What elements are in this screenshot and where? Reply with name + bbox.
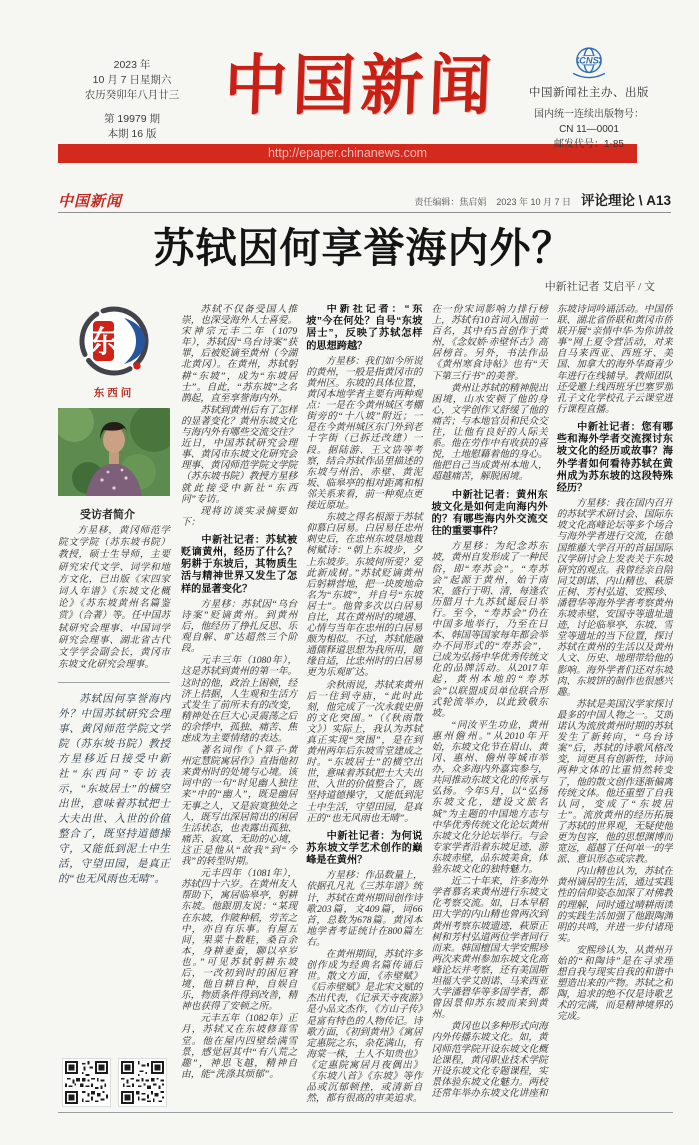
article-paragraph: 东坡之得名根源于苏轼仰慕白居易。白居易任忠州刺史后，在忠州东坡垦地栽树赋诗：“朝上东坡步，夕上东坡步。东坡何所爱？爱此新成树。”苏轼贬谪黄州后躬耕营地，把一块废地命名为“东坡”，并自号“东坡居士”。他曾多次以白居易自比，其在黄州时的境遇、心情与当年在忠州的白居易颇为相似。不过，苏轼能融通儒释道思想为我所用，随缘自适，比忠州时的白居易更为乐观旷达。 [306, 512, 423, 679]
article-columns [181, 304, 673, 1110]
issn-label: 国内统一连续出版物号： [534, 109, 644, 120]
sidebar-divider [58, 682, 170, 683]
article-paragraph: 在黄州期间，苏轼许多创作成为经典名篇传诵后世。散文方面，《赤壁赋》《后赤壁赋》是北宋文赋的杰出代表，《记承天寺夜游》是小品文杰作，《方山子传》是富有特色的人物传记。诗歌方面，《初到黄州》《寓居定惠院之东，杂花满山，有海棠一株，土人不知贵也》《定惠院寓居月夜偶出》《东坡八首》《东坡》等作品或沉郁顿挫，或清新自然，都有很高的审美追求。在一份宋词影响力排行榜上，苏轼有10首词入围前一百名，其中有5首创作于黄州，《念奴娇·赤壁怀古》高居榜首。另外，书法作品《黄州寒食诗帖》也有“天下第三行书”的美誉。 [306, 304, 548, 1105]
article-paragraph: 方星移：我在国内召开的苏轼学术研讨会、国际东坡文化高峰论坛等多个场合与海外学者进行交流，在德国维藤大学召开的首届国际汉学研讨会上发表关于东坡研究的观点。我曾经亲自陪同艾朗诺、内山精也、萩原正树、芳村弘道、安熙珍、潘碧华等海外学者考察黄州东坡赤壁、安国寺等遗址遗迹，讨论临皋亭、东坡、雪堂等遗址的当下位置，探讨苏轼在黄州的生活以及黄州人文、历史、地理带给他的影响。海外学者们还对东坡肉、东坡饼的制作也很感兴趣。 [556, 498, 673, 698]
cns-globe-icon [561, 44, 617, 84]
article-byline: 中新社记者 艾启平 / 文 [544, 281, 655, 293]
interviewee-photo [58, 408, 170, 496]
article-paragraph: “问汝平生功业，黄州惠州儋州。”从2010年开始，东坡文化节在眉山、黄冈、惠州、儋州等城市举办，众多海内外嘉宾参与，共同推动东坡文化的传承与弘扬。今年5月，以“弘扬东坡文化，建设文旅名城”为主题的中国地方志与中华优秀传统文化论坛黄州东坡文化分论坛举行。与会专家学者沿着东坡足迹，游东坡赤壁，品东坡美食，体验东坡文化的独特魅力。 [431, 719, 548, 876]
article-paragraph: 方星移：作品数量上，依据孔凡礼《三苏年谱》统计，苏轼在黄州期间创作诗歌203篇，文409篇，词66首，总数为678篇。黄冈本地学者考证统计在800篇左右。 [306, 870, 423, 948]
article-paragraph: 方星移：为纪念苏东坡，黄州自发形成了一种民俗，即“寿苏会”。“寿苏会”起源于黄州，始于南宋，盛行于明、清，每逢农历腊月十九苏轼诞辰日举行。至今，“寿苏会”仍在中国多地举行，乃至在日本、韩国等国家每年都会举办不同形式的“寿苏会”，已成为弘扬中华优秀传统文化的品牌活动。从2017年起，黄州本地的“寿苏会”以联盟成员单位联合形式轮流举办，以此致敬东坡。 [431, 541, 548, 719]
article-paragraph: 元丰五年（1082年）正月，苏轼又在东坡修葺雪堂。他在屋内四壁绘满雪景，感觉居其中“有八荒之趣”，神思飞越，精神自由，能“洗涤其烦郁”。 [181, 1013, 298, 1080]
article-paragraph: 黄州让苏轼的精神脱出困境，山水安顿了他的身心，文学创作又舒缓了他的痛苦；与本地官员和民众交往，让他有良好的人际关系。他在劳作中有收获的喜悦，土地慰藉着他的身心。他把自己当成黄州本地人，超越痛苦，解脱困境。 [431, 382, 548, 483]
article-paragraph: 方星移：我们如今所说的黄州，一般是指黄冈市的黄州区。东坡的具体位置，黄冈本地学者主要有两种观点：一是在今黄州城区考棚街旁的“十八坡”附近；一是在今黄州城区东门外到老十字街（已拆迁改建）一段。据陆游、王文诰等考察，结合苏轼作品里描述的东坡与州治、赤壁、黄泥坂、临皋亭的相对距离和相邻关系来看，前一种观点更接近原址。 [306, 355, 423, 512]
sidebar [58, 304, 170, 1110]
badge-east-char: 东 [89, 326, 119, 359]
article-paragraph: 方星移：苏轼因“乌台诗案”贬谪黄州。到黄州后，他经历了挣扎反思、乐观自解、旷达超然三个阶段。 [181, 598, 298, 655]
badge-caption: 东西问 [93, 388, 135, 399]
qr-row [58, 1059, 170, 1110]
article-paragraph: 余秋雨说，苏轼来黄州后一住到寺庙，“此时此刻，他完成了一次永载史册的文化突围。”（《秋雨散文》）实际上，我认为苏轼真正实现“突围”，是在到黄州两年后东坡雪堂建成之时。“东坡居士”的横空出世，意味着苏轼把士大夫出世、入世的价值整合了，既坚持道德操守，又能低到泥土中生活，守望田园，是真正的“也无风雨也无晴”。 [306, 679, 423, 824]
publisher-line: 中国新闻社主办、出版 [529, 87, 649, 99]
page-bottom-rule [58, 1112, 673, 1113]
article-paragraph: 安熙珍认为，从黄州开始的“和陶诗”是在寻求理想自我与现实自我的和谐中塑造出来的产物。苏轼之和陶，追求的绝不仅是诗歌艺术的完满，而是精神境界的完成。 [556, 944, 673, 1023]
date-line: 农历癸卯年八月廿三 [84, 89, 180, 101]
responsible-editor: 责任编辑：焦启娟 [414, 197, 487, 207]
article-paragraph: 元丰四年（1081年），苏轼四十六岁。在黄州友人帮助下，寓居临皋亭，躬耕东坡。他跟朋友说：“某现在东坡，作陂种稻，劳苦之中，亦自有乐事。有屋五间，果菜十数畦，桑百余本，身耕妻蚕，聊以卒岁也。”可见苏轼躬耕东坡后，一改初到时的困厄窘境，他自耕自种，自娱自乐，物质条件得到改善，精神也获得了安顿之所。 [181, 868, 298, 1013]
date-line: 2023 年 [113, 59, 151, 71]
section-label: 评论理论 \ A13 [580, 193, 671, 208]
article-paragraph: 中新社记者：为何说苏东坡文学艺术创作的巅峰是在黄州？ [306, 830, 423, 867]
issue-pages: 本期 16 版 [107, 128, 157, 140]
profile-title: 受访者简介 [80, 509, 135, 521]
article-paragraph: 苏轼到黄州后有了怎样的显著变化？黄州东坡文化与海内外有哪些交流交往？近日，中国苏轼研究会理事、黄冈市东坡文化研究会理事、黄冈师范学院文学院（苏东坡书院）教授方星移就此接受中新社“东西问”专访。 [181, 404, 298, 505]
issue-number: 第 19979 期 [103, 113, 161, 125]
section-bar [58, 187, 671, 213]
article-paragraph: 中新社记者：“东坡”今在何处？自号“东坡居士”，反映了苏轼怎样的思想跨越？ [306, 304, 423, 352]
article-paragraph: 苏轼不仅备受国人推崇，也深受海外人士喜爱。宋神宗元丰二年（1079年），苏轼因“乌台诗案”获罪，后被贬谪至黄州（今湖北黄冈）。在黄州，苏轼躬耕“东坡”，成为“东坡居士”。自此，“苏东坡”之名鹊起，直至享誉海内外。 [181, 304, 298, 404]
article-paragraph: 著名词作《卜算子·黄州定慧院寓居作》直指他初来黄州时的处境与心境。该词中的一句“时见幽人独往来”中的“幽人”，既是幽居无事之人，又是寂寞独处之人，既写出深居简出的闲居生活状态，也表露出孤独、痛苦、寂寞、无助的心境，这正是他从“故我”到“今我”的转型时期。 [181, 745, 298, 868]
qr-code-icon [119, 1059, 166, 1106]
article-paragraph: 中新社记者：您有哪些和海外学者交流探讨东坡文化的经历或故事？海外学者如何看待苏轼在黄州成为苏东坡的这段特殊经历？ [556, 421, 673, 494]
postal-code: 邮发代号：1-85 [553, 139, 624, 150]
publisher-block [513, 44, 665, 152]
cns-logo-text: CNS [579, 55, 599, 66]
section-date: 2023 年 10 月 7 日 [496, 197, 571, 207]
dongxiwen-badge [58, 304, 170, 400]
article-paragraph: 内山精也认为，苏轼在黄州谪居的生活，通过实践性的信仰姿态加深了对佛教的理解，同时通过晴耕雨读的实践生活加强了他跟陶渊明的共鸣，并进一步付诸现实。 [556, 866, 673, 944]
masthead [0, 0, 699, 150]
article-paragraph: 苏轼是美国汉学家探讨最多的中国人物之一。艾朗诺认为流放黄州时期的苏轼发生了新转向，“乌台诗案”后，苏轼的诗歌风格改变，词更具有创新性，诗词两种文体的比重悄然转变了，他的散文创作逐渐偏离传统文体。他还重塑了自我认同，变成了“东坡居士”。流放黄州的经历拓展了苏轼的世界观，无疑使他更为包容，他的思想渊博而宽远，超越了任何单一的学派、意识形态或宗教。 [556, 698, 673, 866]
article-paragraph: 中新社记者：黄州东坡文化是如何走向海内外的？有哪些海内外交流交往的重要事件？ [431, 489, 548, 538]
date-line: 10 月 7 日星期六 [92, 74, 172, 86]
masthead-title: 中国新闻 [223, 49, 498, 123]
article-headline: 苏轼因何享誉海内外？ [153, 225, 574, 271]
article-paragraph: 近二十年来，许多海外学者慕名来黄州进行东坡文化考察交流。如，日本早稻田大学的内山精也曾两次到黄州考察东坡遗迹，萩原正树和芳村弘道两位学者同行而来。韩国檀国大学安熙珍两次来黄州参加东坡文化高峰论坛并考察，还有美国斯坦福大学艾朗诺、马来西亚大学潘碧华等多国学者，都曾因景仰苏东坡而来到黄州。 [431, 876, 548, 1021]
epaper-url-bar: http://epaper.chinanews.com [58, 144, 637, 163]
article-paragraph: 元丰三年（1080年），这是苏轼到黄州的第一年。这时的他，政治上困顿，经济上拮据，人生观和生活方式发生了前所未有的改变，精神处在巨大心灵震荡之后的余悸中，孤独、痛苦、焦虑成为主要情绪的表达。 [181, 655, 298, 745]
issn-number: CN 11—0001 [559, 124, 619, 135]
article-paragraph: 中新社记者：苏轼被贬谪黄州，经历了什么？躬耕于东坡后，其物质生活与精神世界又发生了怎样的显著变化？ [181, 534, 298, 595]
article-body [58, 304, 673, 1110]
interview-summary: 苏轼因何享誉海内外？中国苏轼研究会理事、黄冈师范学院文学院（苏东坡书院）教授方星移近日接受中新社“东西问”专访表示，“东坡居士”的横空出世，意味着苏轼把士大夫出世、入世的价值整合了，既坚持道德操守，又能低到泥土中生活，守望田园，是真正的“也无风雨也无晴”。 [58, 694, 170, 886]
profile-text: 方星移，黄冈师范学院文学院（苏东坡书院）教授，硕士生导师，主要研究宋代文学、词学和地方文化，已出版《宋四家词人年谱》《东坡文化概论》《苏东坡黄州名篇鉴赏》（合著）等。任中国苏轼研究会理事、中国词学研究会理事、湖北省古代文学学会副会长，黄冈市东坡文化研究会理事。 [58, 525, 170, 671]
mini-masthead-logo: 中国新闻 [58, 194, 123, 210]
dongxiwen-badge-icon [77, 304, 151, 378]
date-block [56, 44, 208, 142]
article-paragraph: 现将访谈实录摘要如下： [181, 505, 298, 528]
section-meta [414, 189, 671, 212]
qr-code-icon [63, 1059, 110, 1106]
article-paragraph: 黄冈也以多种形式向海内外传播东坡文化。如，黄冈师范学院开设东坡文化概论课程，黄冈职业技术学院开设东坡文化专题课程，实景体验东坡文化魅力。两校还常年举办东坡文化讲座和东坡诗词吟诵活动。中国侨联、湖北省侨联和黄冈市侨联开展“亲情中华·为你讲故事”网上夏令营活动，对来自马来西亚、西班牙、美国、加拿大的海外华裔青少年进行在线辅导。教师团队还受邀上线西班牙巴塞罗那孔子文化学校孔子云课堂进行课程直播。 [431, 304, 673, 1099]
